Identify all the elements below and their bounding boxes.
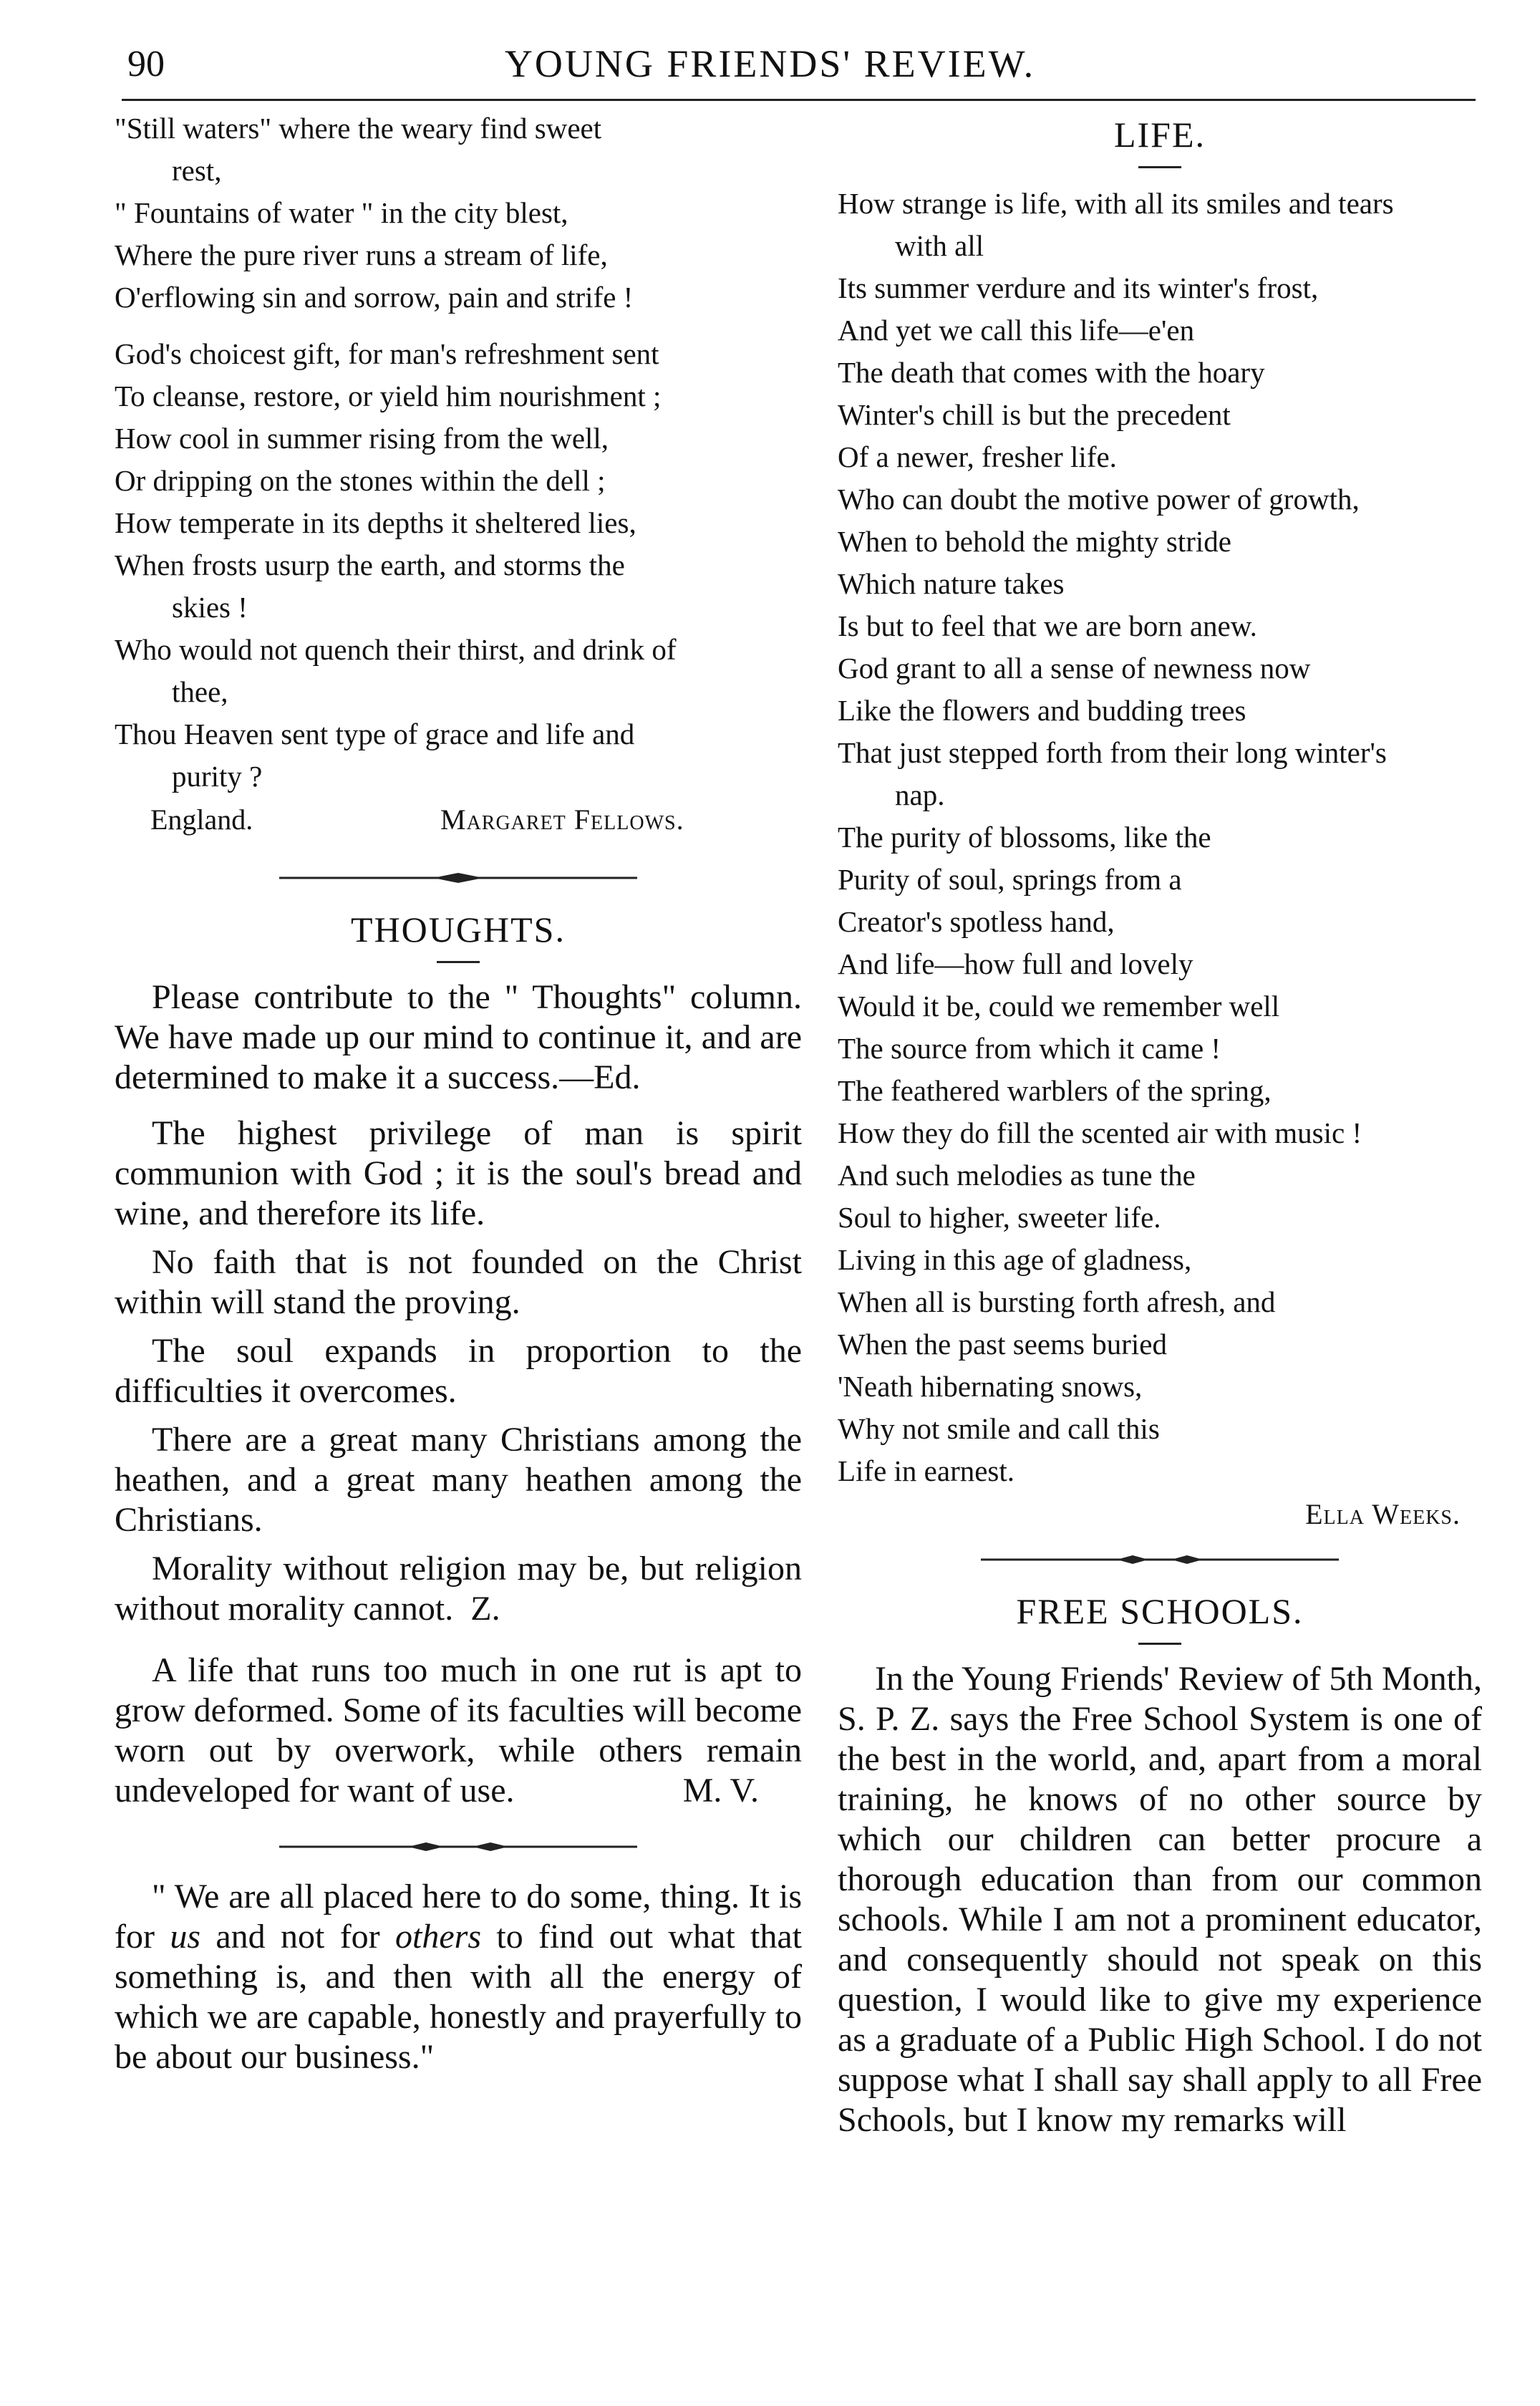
poem-line: How strange is life, with all its smiles and tears [838, 187, 1394, 220]
poem-line: Its summer verdure and its winter's frost, [838, 271, 1319, 304]
thought-item: There are a great many Christians among the heathen, and a great many heathen among the Christians. [115, 1421, 802, 1539]
poem-line: And such melodies as tune the [838, 1159, 1196, 1192]
quote-paragraph [115, 1877, 802, 2077]
poem-line: Who would not quench their thirst, and drink of [115, 633, 677, 666]
quote-emphasis: others [395, 1918, 482, 1956]
thought-item [115, 1651, 802, 1811]
life-title: LIFE. [1113, 115, 1206, 155]
page-number: 90 [127, 44, 165, 84]
thought-text: Morality without religion may be, but religion without morality cannot. [115, 1550, 802, 1628]
poem-author: Margaret Fellows. [440, 803, 684, 836]
poem-line: Like the flowers and budding trees [838, 694, 1246, 727]
poem-author: Ella Weeks. [1305, 1498, 1461, 1530]
poem-line: The source from which it came ! [838, 1032, 1221, 1065]
poem-line: How cool in summer rising from the well, [115, 422, 609, 455]
free-schools-title: FREE SCHOOLS. [1016, 1591, 1304, 1631]
poem-line: " Fountains of water " in the city blest, [115, 196, 568, 229]
poem-line: Winter's chill is but the precedent [838, 398, 1231, 431]
quote-text: to find out what that something is, and then with all the energy of which we are capable, honestly and prayerfully to be about our business." [115, 1918, 803, 2076]
quote-text: and not for [200, 1918, 396, 1956]
poem-line: The death that comes with the hoary [838, 356, 1265, 389]
right-column [838, 107, 1482, 2140]
thought-signature: Z. [470, 1590, 500, 1628]
poem-line: When all is bursting forth afresh, and [838, 1285, 1276, 1318]
poem-line: That just stepped forth from their long winter's [838, 736, 1387, 769]
poem-line: Of a newer, fresher life. [838, 440, 1117, 473]
poem-line: God's choicest gift, for man's refreshment sent [115, 337, 659, 370]
header-rule [122, 99, 1476, 101]
poem-line: Life in earnest. [838, 1454, 1015, 1487]
poem-line: skies ! [172, 591, 248, 624]
poem-line: Living in this age of gladness, [838, 1243, 1192, 1276]
thought-item: No faith that is not founded on the Christ within will stand the proving. [115, 1243, 802, 1321]
poem-line: Who can doubt the motive power of growth, [838, 483, 1360, 516]
thought-item [115, 1549, 802, 1629]
poem-line: rest, [172, 154, 222, 187]
poem-line: Which nature takes [838, 567, 1065, 600]
poem-line: God grant to all a sense of newness now [838, 652, 1311, 685]
poem-place: England. [150, 803, 253, 836]
quote-text: " We are all placed here to do some, thing. It is for [115, 1878, 802, 1956]
poem-line: Would it be, could we remember well [838, 990, 1280, 1023]
title-rule [437, 961, 480, 963]
ornament-divider [279, 869, 637, 886]
poem-line: Is but to feel that we are born anew. [838, 609, 1257, 642]
free-schools-body: In the Young Friends' Review of 5th Month, S. P. Z. says the Free School System is one of the best in the world, and, apart from a moral training, he knows of no other source by which our children can better procure a thorough education than from our common schools. While I am not a prominent educator, and consequently should not speak on this question, I would like to give my experience as a graduate of a Public High School. I do not suppose what I shall say shall apply to all Free Schools, but I know my remarks will [838, 1660, 1482, 2139]
thoughts-title: THOUGHTS. [351, 909, 566, 950]
poem-line: And life—how full and lovely [838, 947, 1193, 980]
thought-item: The soul expands in proportion to the difficulties it overcomes. [115, 1332, 802, 1410]
poem-line: Soul to higher, sweeter life. [838, 1201, 1161, 1234]
poem-life [838, 183, 1482, 1492]
running-title: YOUNG FRIENDS' REVIEW. [504, 42, 1036, 85]
poem-line: When to behold the mighty stride [838, 525, 1231, 558]
poem-line: How temperate in its depths it sheltered lies, [115, 506, 636, 539]
stanza-gap [115, 319, 802, 333]
title-rule [1138, 1643, 1181, 1645]
poem-line: To cleanse, restore, or yield him nourishment ; [115, 380, 662, 412]
ornament-divider [279, 1838, 637, 1855]
poem-line: Thou Heaven sent type of grace and life and [115, 718, 635, 750]
page-header [0, 0, 1540, 93]
poem-line: O'erflowing sin and sorrow, pain and strife ! [115, 281, 634, 314]
thought-item: The highest privilege of man is spirit communion with God ; it is the soul's bread and wine, and therefore its life. [115, 1114, 802, 1232]
poem-line: Why not smile and call this [838, 1412, 1160, 1445]
poem-line: 'Neath hibernating snows, [838, 1370, 1143, 1403]
poem-water [115, 107, 802, 798]
poem-line: Or dripping on the stones within the dell ; [115, 464, 606, 497]
ornament-divider [981, 1551, 1339, 1568]
poem-line: nap. [895, 778, 945, 811]
poem-line: with all [895, 229, 984, 262]
poem-signature [115, 798, 802, 842]
poem-line: When frosts usurp the earth, and storms the [115, 549, 625, 581]
quote-emphasis: us [170, 1918, 201, 1956]
left-column [115, 107, 802, 2077]
title-rule [1138, 166, 1181, 168]
thought-signature: M. V. [682, 1772, 759, 1810]
poem-line: purity ? [172, 760, 263, 793]
poem-line: thee, [172, 675, 228, 708]
poem-line: Where the pure river runs a stream of life, [115, 238, 608, 271]
poem-line: The purity of blossoms, like the [838, 821, 1211, 854]
thoughts-intro: Please contribute to the " Thoughts" column. We have made up our mind to continue it, and are determined to make it a success.—Ed. [115, 978, 802, 1096]
poem-line: How they do fill the scented air with music ! [838, 1116, 1362, 1149]
thought-text: A life that runs too much in one rut is apt to grow deformed. Some of its faculties will become worn out by overwork, while others remain undeveloped for want of use. [115, 1651, 802, 1810]
poem-line: "Still waters" where the weary find sweet [115, 112, 602, 145]
poem-line: When the past seems buried [838, 1328, 1167, 1361]
poem-line: The feathered warblers of the spring, [838, 1074, 1272, 1107]
poem-line: Purity of soul, springs from a [838, 863, 1182, 896]
poem-line: Creator's spotless hand, [838, 905, 1115, 938]
poem-line: And yet we call this life—e'en [838, 314, 1195, 347]
